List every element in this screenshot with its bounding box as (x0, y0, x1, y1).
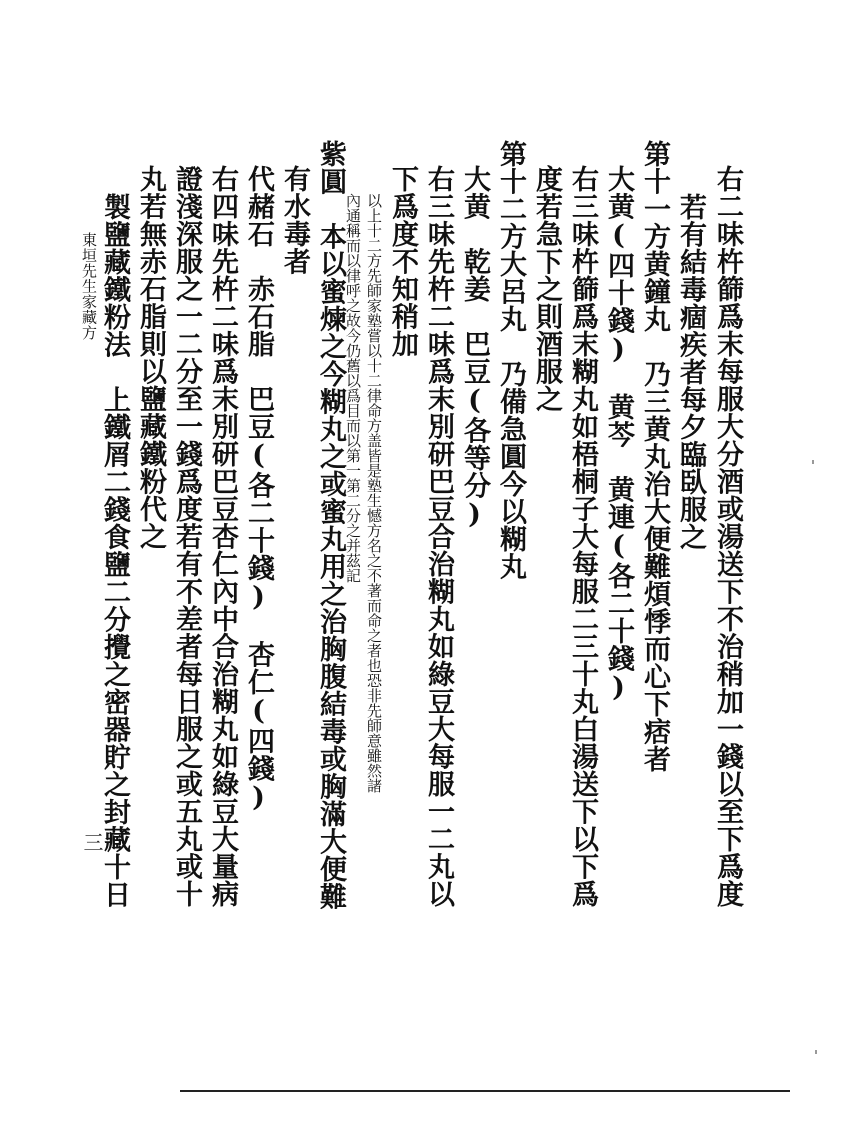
page-header: 東垣先生家藏方 (80, 232, 98, 341)
text-column-13: 代赭石 赤石脂 巴豆(各二十錢) 杏仁(四錢) (243, 165, 274, 814)
note-column-2: 內通稱而以律呼之故今仍舊以爲目而以第一第二分之并茲記 (344, 193, 362, 583)
text-column-11: 紫圓 本以蜜煉之今糊丸之或蜜丸用之治胸腹結毒或胸滿大便難 (315, 140, 346, 910)
text-column-3: 第十一方黄鐘丸 乃三黄丸治大便難煩悸而心下痞者 (639, 140, 670, 773)
margin-mark (812, 460, 814, 464)
text-column-7: 第十二方大呂丸 乃備急圓今以糊丸 (495, 140, 526, 580)
text-column-6: 度若急下之則酒服之 (531, 165, 562, 413)
text-column-1: 右二味杵篩爲末每服大分酒或湯送下不治稍加一錢以至下爲度 (712, 165, 743, 908)
text-column-8: 大黄 乾姜 巴豆(各等分) (459, 165, 490, 531)
text-column-12: 有水毒者 (279, 165, 310, 275)
text-column-17: 製鹽藏鐵粉法 上鐵屑二錢食鹽二分攪之密器貯之封藏十日 (99, 193, 130, 908)
text-column-4: 大黄(四十錢) 黄芩 黄連(各二十錢) (603, 165, 634, 704)
page-number: 三 (80, 832, 104, 853)
text-column-10: 下爲度不知稍加 (387, 165, 418, 358)
text-column-2: 若有結毒痼疾者每夕臨臥服之 (675, 193, 706, 551)
margin-mark (815, 1050, 817, 1054)
text-column-15: 證淺深服之一二分至一錢爲度若有不差者每日服之或五丸或十 (171, 165, 202, 908)
text-column-16: 丸若無赤石脂則以鹽藏鐵粉代之 (135, 165, 166, 550)
text-column-5: 右三味杵篩爲末糊丸如梧桐子大每服二三十丸白湯送下以下爲 (567, 165, 598, 908)
note-column-1: 以上十二方先師家塾嘗以十二律命方盖皆是塾生憾方名之不著而命之者也恐非先師意雖然諸 (365, 193, 383, 793)
bottom-rule (180, 1090, 790, 1092)
text-column-14: 右四味先杵二味爲末別研巴豆杏仁內中合治糊丸如綠豆大量病 (207, 165, 238, 908)
text-column-9: 右三味先杵二味爲末別研巴豆合治糊丸如綠豆大每服一二丸以 (423, 165, 454, 908)
